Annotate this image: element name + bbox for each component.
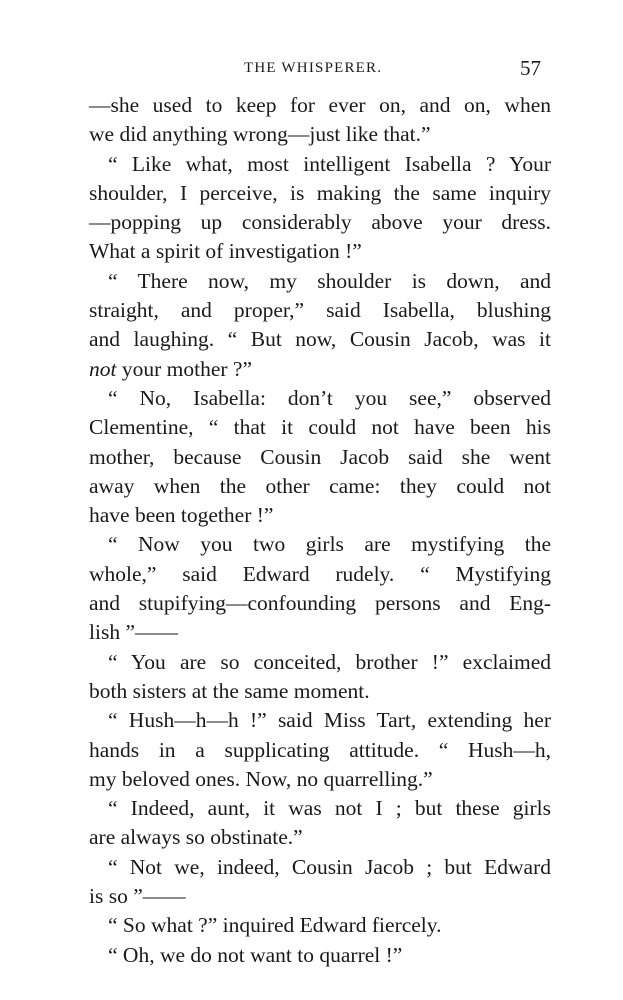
line-remainder: your mother ?” [116, 356, 253, 381]
running-head [0, 56, 623, 82]
text-line: straight, and proper,” said Isabella, blushing [89, 298, 551, 323]
text-line: is so ”—— [89, 884, 186, 909]
text-line: are always so obstinate.” [89, 825, 303, 850]
emphasized-word: not [89, 356, 117, 381]
text-line: away when the other came: they could not [89, 473, 551, 498]
text-line: shoulder, I perceive, is making the same inquiry [89, 180, 551, 205]
text-line: and laughing. “ But now, Cousin Jacob, was it [89, 327, 551, 352]
text-line: —she used to keep for ever on, and on, when [89, 93, 551, 117]
text-line: “ Hush—h—h !” said Miss Tart, extending her [108, 708, 551, 733]
text-line: lish ”—— [89, 620, 178, 645]
text-line: “ Not we, indeed, Cousin Jacob ; but Edward [108, 854, 551, 879]
text-line: whole,” said Edward rudely. “ Mystifying [89, 561, 551, 586]
text-line: —popping up considerably above your dress. [89, 210, 551, 235]
text-line: “ Like what, most intelligent Isabella ? Your [108, 151, 551, 176]
text-line: we did anything wrong—just like that.” [89, 122, 431, 147]
text-line: Clementine, “ that it could not have been his [89, 415, 551, 440]
text-line: “ Oh, we do not want to quarrel !” [108, 942, 403, 967]
text-line: “ No, Isabella: don’t you see,” observed [108, 385, 551, 410]
body-text [89, 91, 551, 970]
text-line: “ Now you two girls are mystifying the [108, 532, 551, 557]
text-line: “ So what ?” inquired Edward fiercely. [108, 913, 442, 938]
text-line: my beloved ones. Now, no quarrelling.” [89, 766, 433, 791]
text-line: and stupifying—confounding persons and Eng- [89, 591, 551, 616]
running-title: THE WHISPERER. [244, 60, 383, 76]
text-line [89, 355, 551, 384]
text-line: both sisters at the same moment. [89, 678, 370, 703]
text-line: mother, because Cousin Jacob said she went [89, 444, 551, 469]
text-line: What a spirit of investigation !” [89, 239, 362, 264]
text-line: have been together !” [89, 503, 274, 528]
text-line: “ Indeed, aunt, it was not I ; but these girls [108, 796, 551, 821]
text-line: “ You are so conceited, brother !” exclaimed [108, 649, 551, 674]
page-number: 57 [520, 56, 541, 80]
text-line: “ There now, my shoulder is down, and [108, 268, 551, 293]
text-line: hands in a supplicating attitude. “ Hush—h, [89, 737, 551, 762]
